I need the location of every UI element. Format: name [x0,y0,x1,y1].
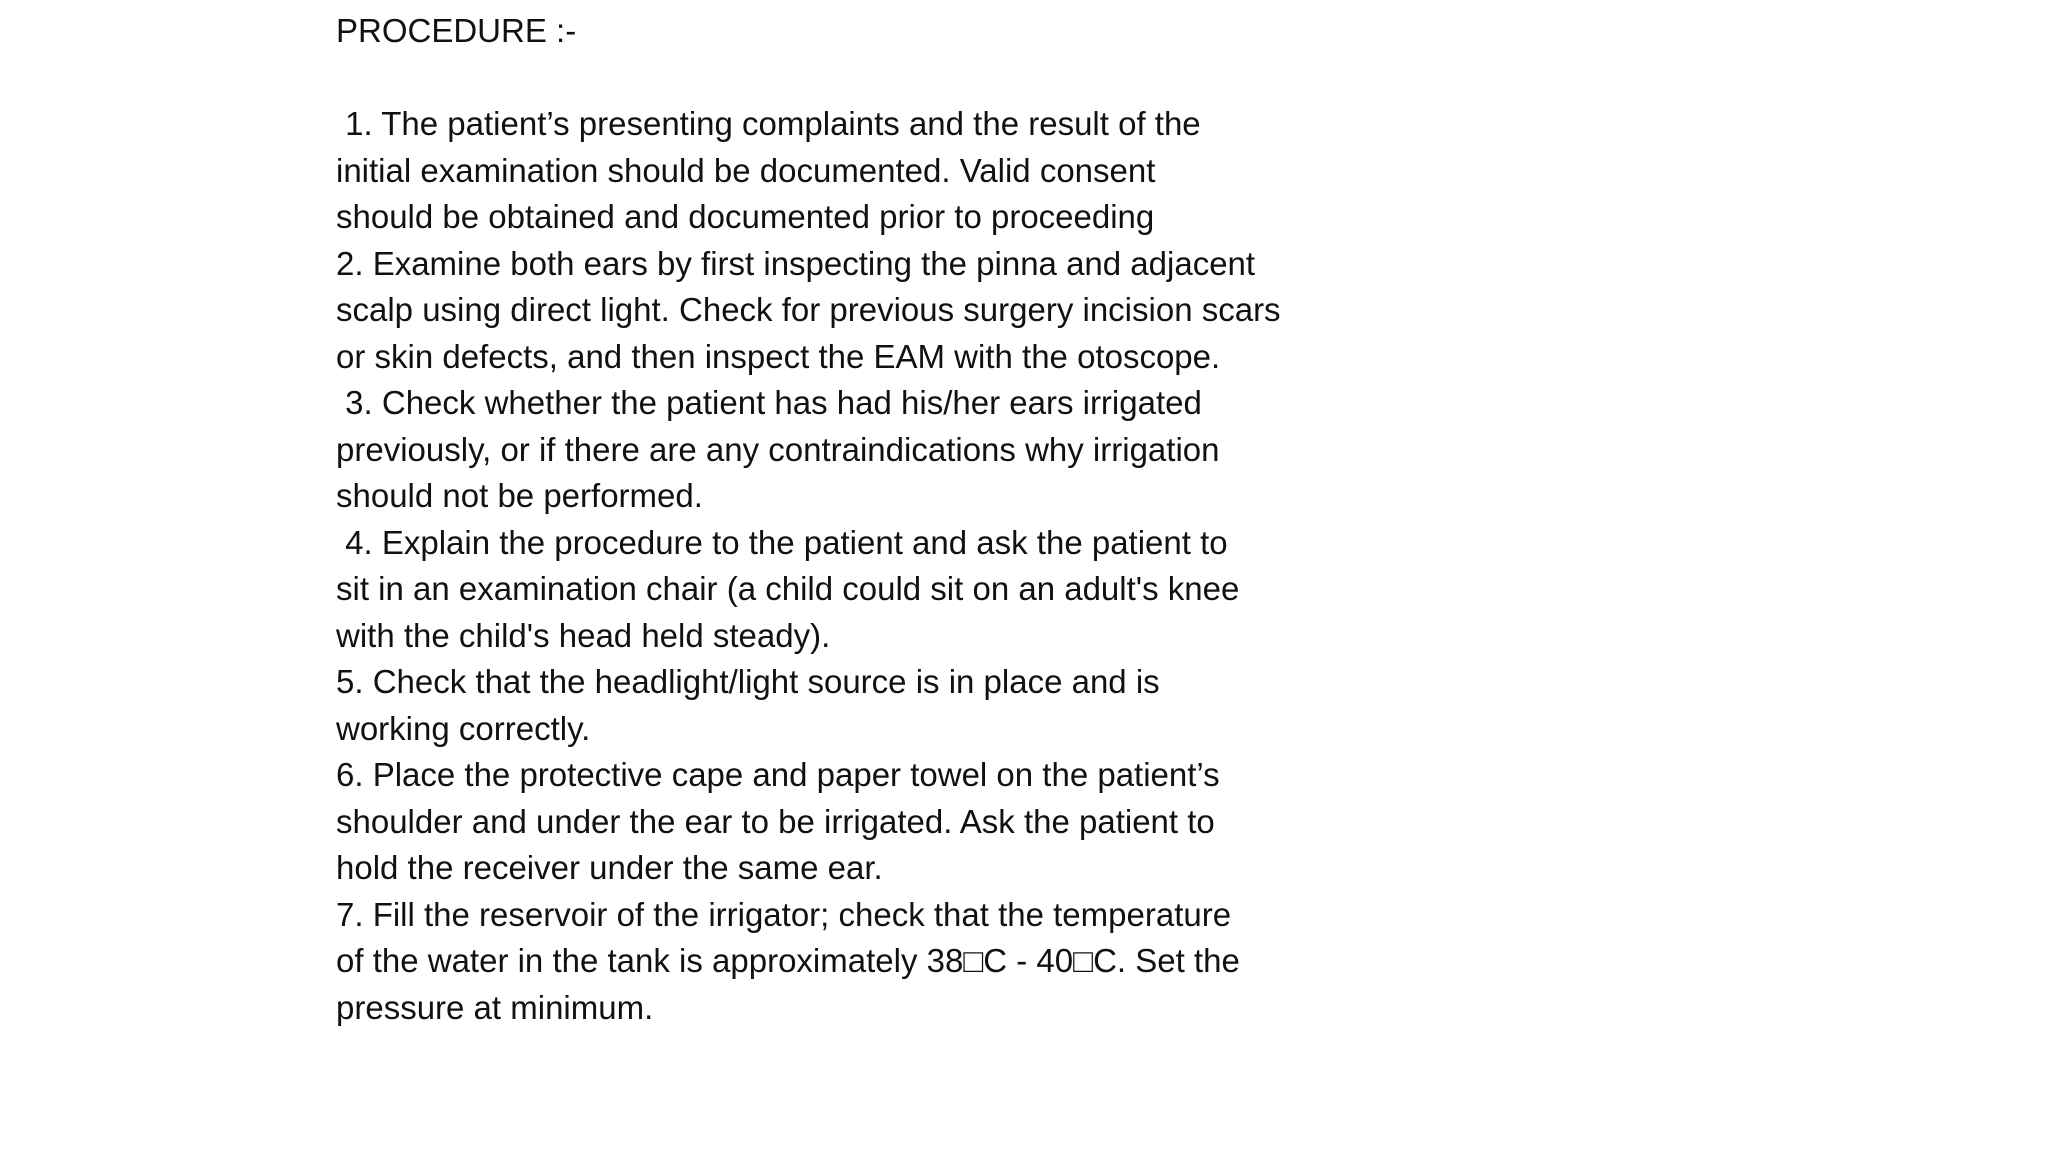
procedure-step-3 [336,380,1416,520]
slide-content [336,8,1416,1031]
procedure-step-7 [336,892,1416,1032]
step-line: pressure at minimum. [336,988,654,1026]
step-line: scalp using direct light. Check for previous surgery incision scars [336,291,1281,328]
procedure-step-6 [336,752,1416,892]
step-line: 2. Examine both ears by first inspecting the pinna and adjacent [336,244,1256,282]
procedure-steps [336,101,1416,1031]
procedure-step-5 [336,659,1416,752]
step-line: previously, or if there are any contraindications why irrigation [336,430,1220,468]
step-line: 4. Explain the procedure to the patient and ask the patient to [336,523,1228,561]
procedure-step-4 [336,520,1416,660]
step-line: should not be performed. [336,477,703,514]
step-line: hold the receiver under the same ear. [336,849,883,886]
step-line: initial examination should be documented. Valid consent [336,151,1156,189]
title-spacer [336,55,1416,102]
step-line: working correctly. [336,709,591,747]
step-line: sit in an examination chair (a child could sit on an adult's knee [336,570,1240,607]
step-line: shoulder and under the ear to be irrigated. Ask the patient to [336,802,1215,840]
step-line: 1. The patient’s presenting complaints and the result of the [336,105,1201,142]
step-line: 3. Check whether the patient has had his/her ears irrigated [336,384,1202,421]
step-line: 5. Check that the headlight/light source is in place and is [336,663,1160,700]
step-line: 7. Fill the reservoir of the irrigator; check that the temperature [336,895,1232,933]
procedure-step-1 [336,101,1416,241]
step-line: should be obtained and documented prior to proceeding [336,198,1155,235]
slide-title: PROCEDURE :- [336,12,577,49]
procedure-step-2 [336,241,1416,381]
step-line: 6. Place the protective cape and paper towel on the patient’s [336,756,1220,793]
step-line: or skin defects, and then inspect the EAM with the otoscope. [336,337,1221,375]
step-line: of the water in the tank is approximately 38□C - 40□C. Set the [336,942,1240,979]
step-line: with the child's head held steady). [336,616,831,654]
